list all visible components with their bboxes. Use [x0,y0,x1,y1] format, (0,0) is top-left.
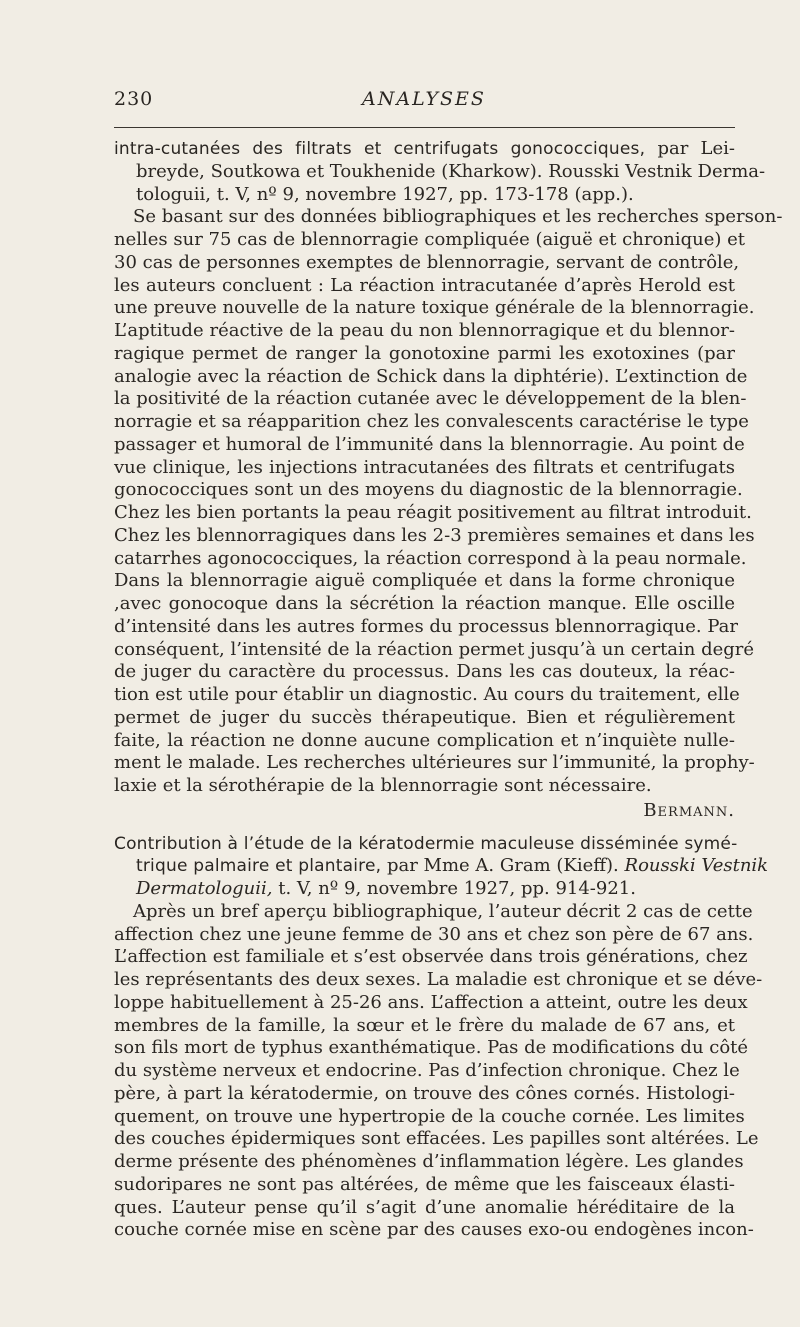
body-line: tion est utile pour établir un diagnostic. Au cours du traitement, elle [114,684,740,705]
body-line: loppe habituellement à 25-26 ans. L’affection a atteint, outre les deux [114,991,748,1013]
article-1-byline-start: par Lei- [645,138,735,159]
body-line: laxie et la sérothérapie de la blennorragie sont nécessaire. [114,775,652,796]
article-2-title-part-2: trique palmaire et plantaire, [136,856,382,877]
text-column [114,138,783,1242]
article-2-title-line-1 [114,833,738,856]
body-line: conséquent, l’intensité de la réaction permet jusqu’à un certain degré [114,638,755,660]
body-line: faite, la réaction ne donne aucune complication et n’inquiète nulle- [114,729,735,751]
body-line: affection chez une jeune femme de 30 ans et chez son père de 67 ans. [114,923,754,945]
article-1 [114,138,783,823]
article-2-citation: t. V, nº 9, novembre 1927, pp. 914-921. [272,878,636,899]
body-line: Après un bref aperçu bibliographique, l’auteur décrit 2 cas de cette [133,900,753,922]
body-line: passager et humoral de l’immunité dans la blennorragie. Au point de [114,433,745,455]
body-line: des couches épidermiques sont effacées. Les papilles sont altérées. Le [114,1128,759,1150]
body-line: quement, on trouve une hypertropie de la couche cornée. Les limites [114,1105,745,1127]
body-line: ment le malade. Les recherches ultérieures sur l’immunité, la prophy- [114,752,755,774]
body-line: L’aptitude réactive de la peau du non blennorragique et du blennor- [114,320,735,341]
body-line: ragique permet de ranger la gonotoxine parmi les exotoxines (par [114,342,735,364]
body-line: Se basant sur des données bibliographiques et les recherches sperson- [133,206,783,228]
body-line: les représentants des deux sexes. La maladie est chronique et se déve- [114,969,763,990]
body-line: de juger du caractère du processus. Dans les cas douteux, la réac- [114,661,735,683]
article-gap [114,823,735,833]
body-line: nelles sur 75 cas de blennorragie compliquée (aiguë et chronique) et [114,229,746,250]
body-line: d’intensité dans les autres formes du processus blennorragique. Par [114,615,738,637]
article-2-body [114,900,763,1242]
article-2-journal: Rousski Vestnik [624,855,769,877]
body-line: Chez les bien portants la peau réagit positivement au filtrat introduit. [114,502,752,523]
article-2-title-line-3 [114,878,735,901]
article-2-journal-cont: Dermatologuii, [136,878,273,899]
body-line: une preuve nouvelle de la nature toxique générale de la blennorragie. [114,297,755,319]
body-line: la positivité de la réaction cutanée avec le développement de la blen- [114,388,747,410]
body-line: ,avec gonocoque dans la sécrétion la réaction manque. Elle oscille [114,593,735,614]
body-line: Chez les blennorragiques dans les 2-3 premières semaines et dans les [114,524,755,546]
page-number: 230 [114,88,154,110]
body-line: analogie avec la réaction de Schick dans la diphtérie). L’extinction de [114,365,748,387]
body-line: les auteurs concluent : La réaction intracutanée d’après Herold est [114,274,735,296]
body-line: père, à part la kératodermie, on trouve des cônes cornés. Histologi- [114,1082,735,1104]
body-line: vue clinique, les injections intracutanées des filtrats et centrifugats [114,456,735,478]
body-line: du système nerveux et endocrine. Pas d’infection chronique. Chez le [114,1060,740,1081]
article-2-title-line-2 [114,855,769,878]
body-line: 30 cas de personnes exemptes de blennorragie, servant de contrôle, [114,251,740,273]
article-1-title-line-2: breyde, Soutkowa et Toukhenide (Kharkow). Rousski Vestnik Derma- [136,160,766,182]
article-1-title: intra-cutanées des filtrats et centrifugats gonococciques, [114,139,646,159]
page-header [114,88,734,116]
article-2 [114,833,769,1243]
body-line: L’affection est familiale et s’est observée dans trois générations, chez [114,946,748,968]
running-head: ANALYSES [362,88,486,110]
body-line: membres de la famille, la sœur et le frère du malade de 67 ans, et [114,1014,735,1036]
body-line: couche cornée mise en scène par des causes exo-ou endogènes incon- [114,1219,754,1241]
article-1-title-line-1 [114,138,735,161]
body-line: norragie et sa réapparition chez les convalescents caractérise le type [114,411,749,432]
body-line: sudoripares ne sont pas altérées, de même que les faisceaux élasti- [114,1173,735,1195]
body-line: Dans la blennorragie aiguë compliquée et dans la forme chronique [114,570,735,592]
body-line: son fils mort de typhus exanthématique. Pas de modifications du côté [114,1037,749,1059]
article-2-title-part-1: Contribution à l’étude de la kératodermie maculeuse disséminée symé- [114,833,738,854]
body-line: ques. L’auteur pense qu’il s’agit d’une anomalie héréditaire de la [114,1196,735,1218]
header-rule [114,127,735,128]
body-line: catarrhes agonococciques, la réaction correspond à la peau normale. [114,547,747,569]
article-2-byline: par Mme A. Gram (Kieff). [381,855,625,877]
article-1-body [114,206,783,798]
body-line: gonococciques sont un des moyens du diagnostic de la blennorragie. [114,479,743,501]
article-1-title-line-3: tologuii, t. V, nº 9, novembre 1927, pp. 173-178 (app.). [136,183,634,205]
body-line: derme présente des phénomènes d’inflammation légère. Les glandes [114,1151,744,1172]
body-line: permet de juger du succès thérapeutique. Bien et régulièrement [114,706,735,728]
article-1-signature: Bermann. [643,799,735,821]
